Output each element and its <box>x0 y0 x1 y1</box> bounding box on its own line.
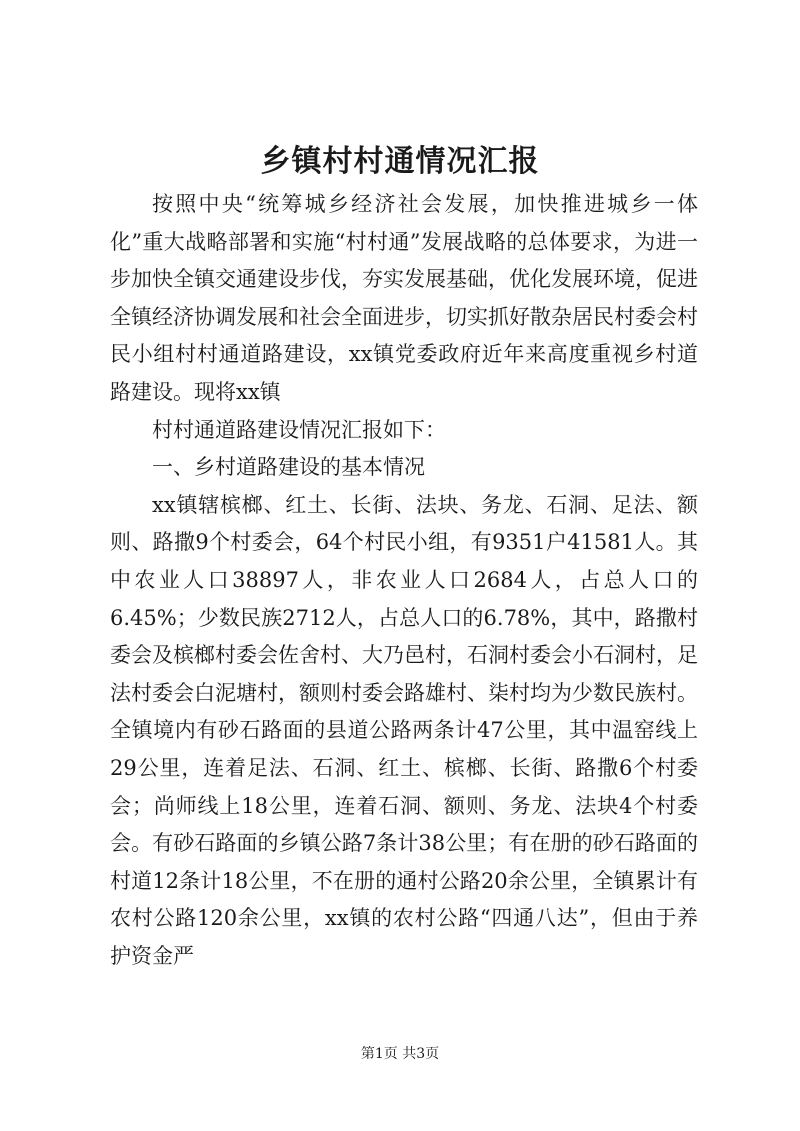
section-heading-basic-situation: 一、乡村道路建设的基本情况 <box>152 455 425 480</box>
document-title: 乡镇村村通情况汇报 <box>260 144 540 179</box>
paragraph-intro: 按照中央“统筹城乡经济社会发展，加快推进城乡一体化”重大战略部署和实施“村村通”发展战略的总体要求，为进一步加快全镇交通建设步伐，夯实发展基础，优化发展环境，促进全镇经济协调发展和社会全面进步，切实抓好散杂居民村委会村民小组村村通道路建设，xx镇党委政府近年来高度重视乡村道路建设。现将xx镇 <box>110 192 698 404</box>
paragraph-report-lead: 村村通道路建设情况汇报如下： <box>152 417 446 442</box>
paragraph-basic-situation: xx镇辖槟榔、红土、长街、法块、务龙、石洞、足法、额则、路撒9个村委会，64个村民小组，有9351户41581人。其中农业人口38897人，非农业人口2684人，占总人口的6.45%；少数民族2712人，占总人口的6.78%，其中，路撒村委会及槟榔村委会佐舍村、大乃邑村，石洞村委会小石洞村，足法村委会白泥塘村，额则村委会路雄村、柒村均为少数民族村。全镇境内有砂石路面的县道公路两条计47公里，其中温窑线上29公里，连着足法、石洞、红土、槟榔、长街、路撒6个村委会；尚师线上18公里，连着石洞、额则、务龙、法块4个村委会。有砂石路面的乡镇公路7条计38公里；有在册的砂石路面的村道12条计18公里，不在册的通村公路20余公里，全镇累计有农村公路120余公里，xx镇的农村公路“四通八达”，但由于养护资金严 <box>110 492 698 968</box>
page-footer: 第1页 共3页 <box>360 1046 440 1062</box>
document-body <box>110 186 698 975</box>
